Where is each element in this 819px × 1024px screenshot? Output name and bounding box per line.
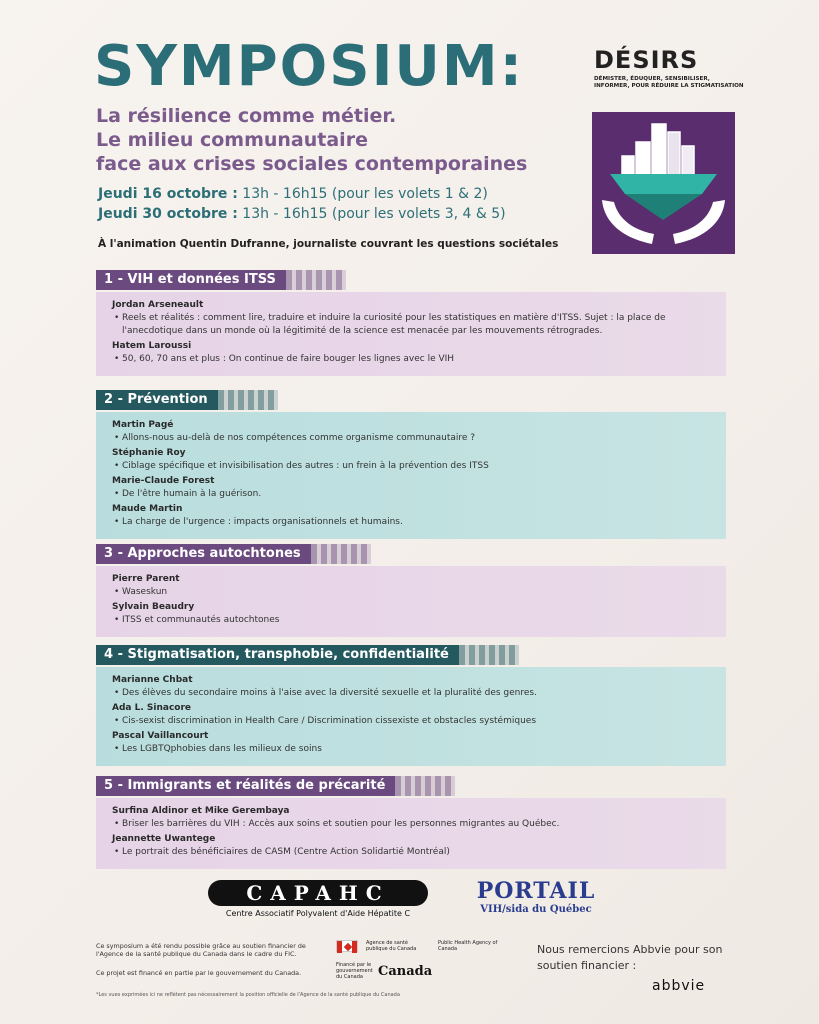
section-5 xyxy=(96,776,726,869)
section-heading xyxy=(96,390,726,410)
speaker-name: Martin Pagé xyxy=(112,420,174,430)
desirs-logo xyxy=(594,46,744,90)
speaker-name: Marianne Chbat xyxy=(112,675,193,685)
speaker-name: Ada L. Sinacore xyxy=(112,703,192,713)
talk-title: • Les LGBTQphobies dans les milieux de soins xyxy=(112,743,708,756)
speaker-name: Jordan Arseneault xyxy=(112,300,204,310)
date-line xyxy=(98,184,506,204)
speaker-name: Maude Martin xyxy=(112,504,183,514)
portail-logo xyxy=(476,878,596,915)
talk-title: • Waseskun xyxy=(112,586,708,599)
city-hands-emblem-icon xyxy=(592,112,735,254)
talk-title: • Ciblage spécifique et invisibilisation des autres : un frein à la prévention des ITSS xyxy=(112,460,708,473)
gov-canada-block xyxy=(336,940,516,980)
section-body xyxy=(96,667,726,766)
gov-funded-label: Financé par le gouvernement du Canada xyxy=(336,962,373,980)
subtitle-line: La résilience comme métier. xyxy=(96,105,397,127)
speaker-name: Surfina Aldinor et Mike Gerembaya xyxy=(112,806,290,816)
desirs-tagline: DÉMISTER, ÉDUQUER, SENSIBILISER, INFORMER, POUR RÉDUIRE LA STIGMATISATION xyxy=(594,76,744,89)
talk-title: • Des élèves du secondaire moins à l'aise avec la diversité sexuelle et la pluralité des genres. xyxy=(112,687,708,700)
date-line xyxy=(98,204,506,224)
subtitle xyxy=(96,104,576,176)
funding-note-2: Ce projet est financé en partie par le gouvernement du Canada. xyxy=(96,969,302,977)
talk-title: • Le portrait des bénéficiaires de CASM (Centre Action Solidartié Montréal) xyxy=(112,846,708,859)
section-heading xyxy=(96,645,726,665)
speaker-name: Pierre Parent xyxy=(112,574,180,584)
canada-flag-icon xyxy=(336,940,358,952)
section-heading-label: 2 - Prévention xyxy=(96,390,218,410)
event-dates xyxy=(98,184,506,224)
talk-title: • 50, 60, 70 ans et plus : On continue de faire bouger les lignes avec le VIH xyxy=(112,353,708,366)
talk-title: • Allons-nous au-delà de nos compétences comme organisme communautaire ? xyxy=(112,432,708,445)
speaker-name: Jeannette Uwantege xyxy=(112,834,216,844)
subtitle-line: Le milieu communautaire xyxy=(96,129,368,151)
speaker-name: Marie-Claude Forest xyxy=(112,476,215,486)
section-body xyxy=(96,412,726,539)
section-body xyxy=(96,798,726,869)
abbvie-logo: abbvie xyxy=(652,978,706,994)
capahc-subtitle: Centre Associatif Polyvalent d'Aide Hépatite C xyxy=(225,909,411,918)
speaker-name: Hatem Laroussi xyxy=(112,341,192,351)
animation-credit: À l'animation Quentin Dufranne, journaliste couvrant les questions sociétales xyxy=(98,238,559,250)
speaker-name: Sylvain Beaudry xyxy=(112,602,195,612)
capahc-logo xyxy=(208,880,428,918)
capahc-wordmark: CAPAHC xyxy=(208,880,428,906)
funding-note: Ce symposium a été rendu possible grâce au soutien financier de l'Agence de la santé publique du Canada dans le cadre du FIC. xyxy=(96,942,306,958)
talk-title: • De l'être humain à la guérison. xyxy=(112,488,708,501)
section-heading-label: 3 - Approches autochtones xyxy=(96,544,311,564)
talk-title: • ITSS et communautés autochtones xyxy=(112,614,708,627)
subtitle-line: face aux crises sociales contemporaines xyxy=(96,153,528,175)
symposium-title: SYMPOSIUM: xyxy=(94,34,525,99)
section-body xyxy=(96,292,726,376)
speaker-name: Stéphanie Roy xyxy=(112,448,186,458)
section-3 xyxy=(96,544,726,637)
date-day: Jeudi 16 octobre : xyxy=(98,186,238,202)
talk-title: • Briser les barrières du VIH : Accès aux soins et soutien pour les personnes migrantes au Québec. xyxy=(112,818,708,831)
gov-agency-fr: Agence de santé publique du Canada xyxy=(366,940,417,952)
section-heading xyxy=(96,544,726,564)
portail-subtitle: VIH/sida du Québec xyxy=(480,904,592,915)
section-body xyxy=(96,566,726,637)
disclaimer: *Les vues exprimées ici ne reflètent pas nécessairement la position officielle de l'Agence de la santé publique du Canada xyxy=(96,992,400,998)
date-detail: 13h - 16h15 (pour les volets 3, 4 & 5) xyxy=(242,206,506,222)
speaker-name: Pascal Vaillancourt xyxy=(112,731,209,741)
desirs-name: DÉSIRS xyxy=(594,46,699,74)
section-heading xyxy=(96,270,726,290)
talk-title: • Reels et réalités : comment lire, traduire et induire la curiosité pour les statistiques en matière d'ITSS. Sujet : la place de l'anecdotique dans un monde où la légitimité de la science est menacée par les mouvements rétrogrades. xyxy=(112,312,708,338)
section-heading-label: 4 - Stigmatisation, transphobie, confidentialité xyxy=(96,645,459,665)
section-heading xyxy=(96,776,726,796)
section-2 xyxy=(96,390,726,539)
portail-wordmark: PORTAIL xyxy=(476,878,596,904)
thanks-text: Nous remercions Abbvie pour son soutien financier : xyxy=(537,943,723,972)
talk-title: • La charge de l'urgence : impacts organisationnels et humains. xyxy=(112,516,708,529)
section-heading-label: 5 - Immigrants et réalités de précarité xyxy=(96,776,395,796)
gov-agency-en: Public Health Agency of Canada xyxy=(438,940,498,952)
talk-title: • Cis-sexist discrimination in Health Care / Discrimination cissexiste et obstacles systémiques xyxy=(112,715,708,728)
section-4 xyxy=(96,645,726,766)
date-detail: 13h - 16h15 (pour les volets 1 & 2) xyxy=(242,186,488,202)
section-1 xyxy=(96,270,726,376)
canada-wordmark: Canada xyxy=(378,963,433,979)
date-day: Jeudi 30 octobre : xyxy=(98,206,238,222)
section-heading-label: 1 - VIH et données ITSS xyxy=(96,270,286,290)
